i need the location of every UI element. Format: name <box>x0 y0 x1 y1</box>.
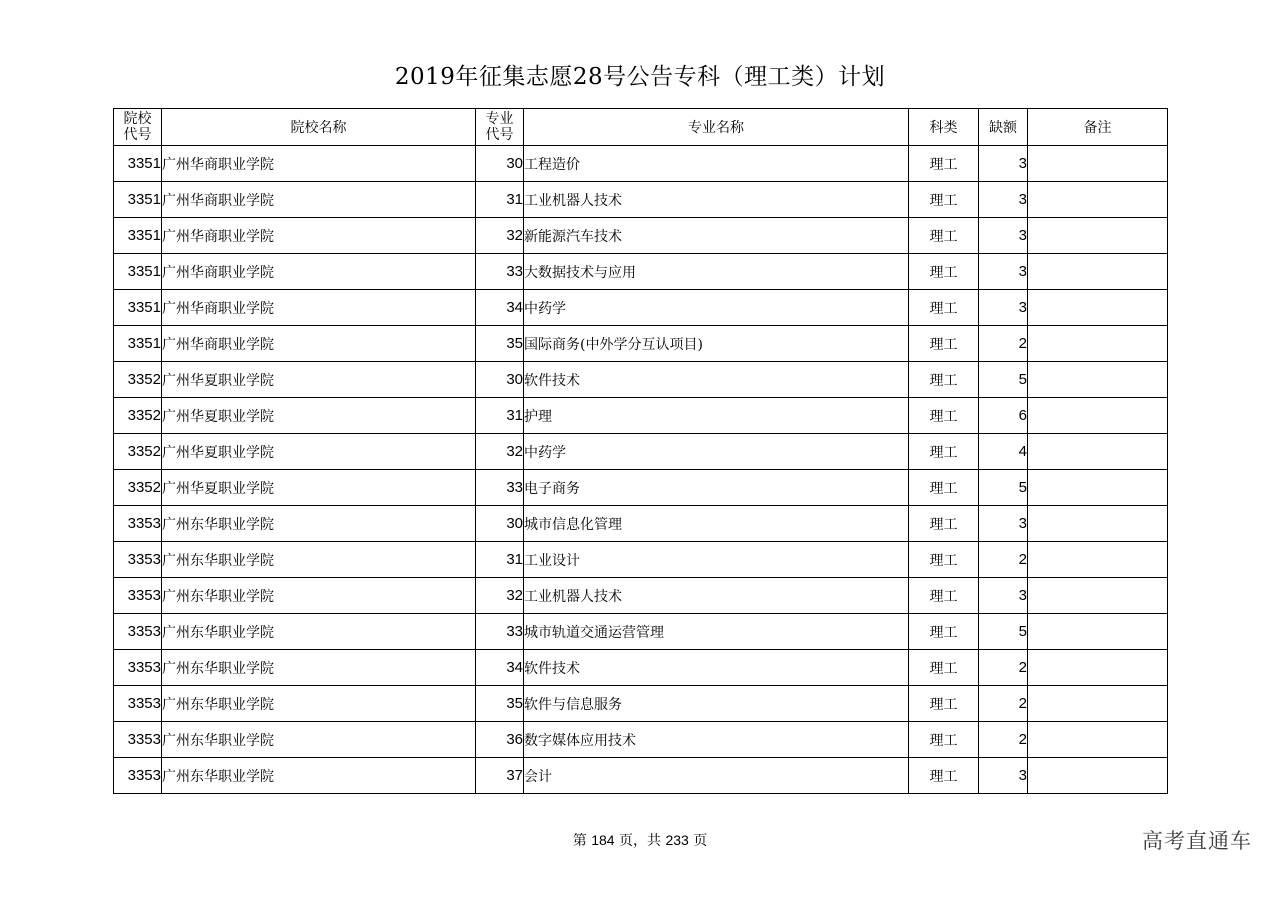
cell-quota: 2 <box>979 650 1028 686</box>
cell-remarks <box>1028 650 1168 686</box>
table-row <box>114 326 1168 362</box>
footer-prefix: 第 <box>572 833 587 849</box>
table-header-row <box>114 109 1168 146</box>
cell-school-name: 广州东华职业学院 <box>162 542 476 578</box>
cell-school-code: 3353 <box>114 722 162 758</box>
cell-category: 理工 <box>909 182 979 218</box>
table-row <box>114 578 1168 614</box>
page-footer <box>0 830 1280 850</box>
cell-quota: 2 <box>979 326 1028 362</box>
cell-category: 理工 <box>909 686 979 722</box>
table-row <box>114 506 1168 542</box>
cell-remarks <box>1028 254 1168 290</box>
plan-table <box>113 108 1168 794</box>
cell-major-code: 37 <box>476 758 524 794</box>
cell-quota: 4 <box>979 434 1028 470</box>
cell-remarks <box>1028 362 1168 398</box>
cell-category: 理工 <box>909 434 979 470</box>
table-row <box>114 398 1168 434</box>
cell-category: 理工 <box>909 218 979 254</box>
header-major-code-line1: 专业 <box>485 111 514 127</box>
cell-major-code: 32 <box>476 578 524 614</box>
cell-quota: 5 <box>979 362 1028 398</box>
cell-quota: 2 <box>979 722 1028 758</box>
cell-category: 理工 <box>909 542 979 578</box>
cell-major-code: 31 <box>476 182 524 218</box>
header-school-name: 院校名称 <box>162 109 476 146</box>
cell-quota: 2 <box>979 686 1028 722</box>
cell-category: 理工 <box>909 758 979 794</box>
cell-quota: 6 <box>979 398 1028 434</box>
cell-category: 理工 <box>909 506 979 542</box>
cell-major-name: 工程造价 <box>524 146 909 182</box>
table-row <box>114 722 1168 758</box>
cell-major-code: 32 <box>476 218 524 254</box>
cell-category: 理工 <box>909 398 979 434</box>
cell-school-code: 3351 <box>114 326 162 362</box>
cell-category: 理工 <box>909 326 979 362</box>
header-major-name: 专业名称 <box>524 109 909 146</box>
cell-quota: 3 <box>979 254 1028 290</box>
table-row <box>114 182 1168 218</box>
cell-major-name: 城市轨道交通运营管理 <box>524 614 909 650</box>
cell-major-code: 31 <box>476 542 524 578</box>
cell-major-name: 电子商务 <box>524 470 909 506</box>
cell-school-code: 3353 <box>114 614 162 650</box>
cell-remarks <box>1028 614 1168 650</box>
cell-school-code: 3353 <box>114 650 162 686</box>
cell-remarks <box>1028 182 1168 218</box>
cell-school-code: 3353 <box>114 506 162 542</box>
cell-quota: 3 <box>979 506 1028 542</box>
cell-major-name: 工业机器人技术 <box>524 182 909 218</box>
cell-category: 理工 <box>909 470 979 506</box>
cell-school-name: 广州东华职业学院 <box>162 578 476 614</box>
footer-suffix: 页 <box>693 833 708 849</box>
cell-school-name: 广州华夏职业学院 <box>162 362 476 398</box>
cell-quota: 3 <box>979 290 1028 326</box>
cell-school-code: 3351 <box>114 182 162 218</box>
cell-category: 理工 <box>909 722 979 758</box>
cell-remarks <box>1028 434 1168 470</box>
table-row <box>114 542 1168 578</box>
cell-remarks <box>1028 326 1168 362</box>
cell-remarks <box>1028 398 1168 434</box>
footer-middle: 页，共 <box>619 833 661 849</box>
cell-school-name: 广州华商职业学院 <box>162 218 476 254</box>
cell-school-name: 广州华商职业学院 <box>162 182 476 218</box>
cell-school-name: 广州华商职业学院 <box>162 326 476 362</box>
cell-major-name: 护理 <box>524 398 909 434</box>
cell-school-code: 3351 <box>114 218 162 254</box>
cell-major-code: 34 <box>476 650 524 686</box>
table-row <box>114 614 1168 650</box>
table-row <box>114 362 1168 398</box>
table-row <box>114 146 1168 182</box>
table-row <box>114 758 1168 794</box>
cell-school-name: 广州华夏职业学院 <box>162 398 476 434</box>
cell-major-code: 30 <box>476 146 524 182</box>
cell-quota: 2 <box>979 542 1028 578</box>
cell-category: 理工 <box>909 290 979 326</box>
cell-major-name: 软件技术 <box>524 362 909 398</box>
page-title: 2019年征集志愿28号公告专科（理工类）计划 <box>394 64 886 90</box>
cell-category: 理工 <box>909 362 979 398</box>
cell-school-code: 3352 <box>114 362 162 398</box>
cell-remarks <box>1028 470 1168 506</box>
cell-school-code: 3352 <box>114 398 162 434</box>
cell-remarks <box>1028 722 1168 758</box>
cell-category: 理工 <box>909 578 979 614</box>
cell-major-code: 30 <box>476 362 524 398</box>
cell-major-name: 中药学 <box>524 290 909 326</box>
table-row <box>114 686 1168 722</box>
table-row <box>114 650 1168 686</box>
cell-major-code: 31 <box>476 398 524 434</box>
header-school-code-line2: 代号 <box>123 127 152 143</box>
cell-school-code: 3353 <box>114 578 162 614</box>
cell-school-code: 3351 <box>114 146 162 182</box>
cell-major-code: 33 <box>476 614 524 650</box>
cell-school-code: 3352 <box>114 434 162 470</box>
cell-category: 理工 <box>909 650 979 686</box>
cell-school-name: 广州华夏职业学院 <box>162 434 476 470</box>
cell-major-name: 数字媒体应用技术 <box>524 722 909 758</box>
footer-page-number: 184 <box>591 832 615 848</box>
header-school-code-line1: 院校 <box>123 111 152 127</box>
cell-school-code: 3353 <box>114 686 162 722</box>
cell-quota: 5 <box>979 470 1028 506</box>
cell-major-name: 国际商务(中外学分互认项目) <box>524 326 909 362</box>
cell-remarks <box>1028 578 1168 614</box>
cell-major-name: 工业机器人技术 <box>524 578 909 614</box>
cell-major-name: 新能源汽车技术 <box>524 218 909 254</box>
table-row <box>114 254 1168 290</box>
footer-total-pages: 233 <box>665 832 689 848</box>
header-remarks: 备注 <box>1028 109 1168 146</box>
cell-major-code: 34 <box>476 290 524 326</box>
table-row <box>114 434 1168 470</box>
cell-school-name: 广州东华职业学院 <box>162 506 476 542</box>
cell-quota: 3 <box>979 578 1028 614</box>
cell-major-name: 中药学 <box>524 434 909 470</box>
cell-category: 理工 <box>909 254 979 290</box>
cell-major-name: 软件与信息服务 <box>524 686 909 722</box>
cell-major-code: 32 <box>476 434 524 470</box>
cell-remarks <box>1028 290 1168 326</box>
cell-school-code: 3353 <box>114 542 162 578</box>
cell-category: 理工 <box>909 146 979 182</box>
cell-school-name: 广州东华职业学院 <box>162 686 476 722</box>
cell-remarks <box>1028 758 1168 794</box>
cell-category: 理工 <box>909 614 979 650</box>
table-row <box>114 290 1168 326</box>
cell-school-name: 广州华商职业学院 <box>162 146 476 182</box>
cell-major-name: 会计 <box>524 758 909 794</box>
header-major-code <box>476 109 524 146</box>
cell-school-name: 广州华商职业学院 <box>162 254 476 290</box>
cell-school-code: 3351 <box>114 254 162 290</box>
cell-quota: 3 <box>979 218 1028 254</box>
cell-major-name: 城市信息化管理 <box>524 506 909 542</box>
cell-remarks <box>1028 506 1168 542</box>
cell-major-code: 35 <box>476 686 524 722</box>
cell-remarks <box>1028 542 1168 578</box>
cell-school-name: 广州华夏职业学院 <box>162 470 476 506</box>
cell-remarks <box>1028 218 1168 254</box>
cell-remarks <box>1028 686 1168 722</box>
cell-quota: 3 <box>979 182 1028 218</box>
cell-remarks <box>1028 146 1168 182</box>
cell-school-name: 广州东华职业学院 <box>162 650 476 686</box>
header-school-code <box>114 109 162 146</box>
watermark: 高考直通车 <box>1142 829 1252 853</box>
header-quota: 缺额 <box>979 109 1028 146</box>
cell-school-name: 广州东华职业学院 <box>162 722 476 758</box>
cell-school-code: 3352 <box>114 470 162 506</box>
cell-major-code: 33 <box>476 470 524 506</box>
table-row <box>114 218 1168 254</box>
cell-school-name: 广州东华职业学院 <box>162 614 476 650</box>
cell-major-name: 工业设计 <box>524 542 909 578</box>
table-row <box>114 470 1168 506</box>
cell-major-code: 35 <box>476 326 524 362</box>
cell-major-name: 软件技术 <box>524 650 909 686</box>
cell-major-name: 大数据技术与应用 <box>524 254 909 290</box>
cell-quota: 5 <box>979 614 1028 650</box>
cell-major-code: 33 <box>476 254 524 290</box>
cell-school-code: 3351 <box>114 290 162 326</box>
cell-quota: 3 <box>979 146 1028 182</box>
cell-school-name: 广州东华职业学院 <box>162 758 476 794</box>
cell-quota: 3 <box>979 758 1028 794</box>
cell-school-name: 广州华商职业学院 <box>162 290 476 326</box>
header-major-code-line2: 代号 <box>485 127 514 143</box>
cell-major-code: 30 <box>476 506 524 542</box>
cell-major-code: 36 <box>476 722 524 758</box>
cell-school-code: 3353 <box>114 758 162 794</box>
header-category: 科类 <box>909 109 979 146</box>
